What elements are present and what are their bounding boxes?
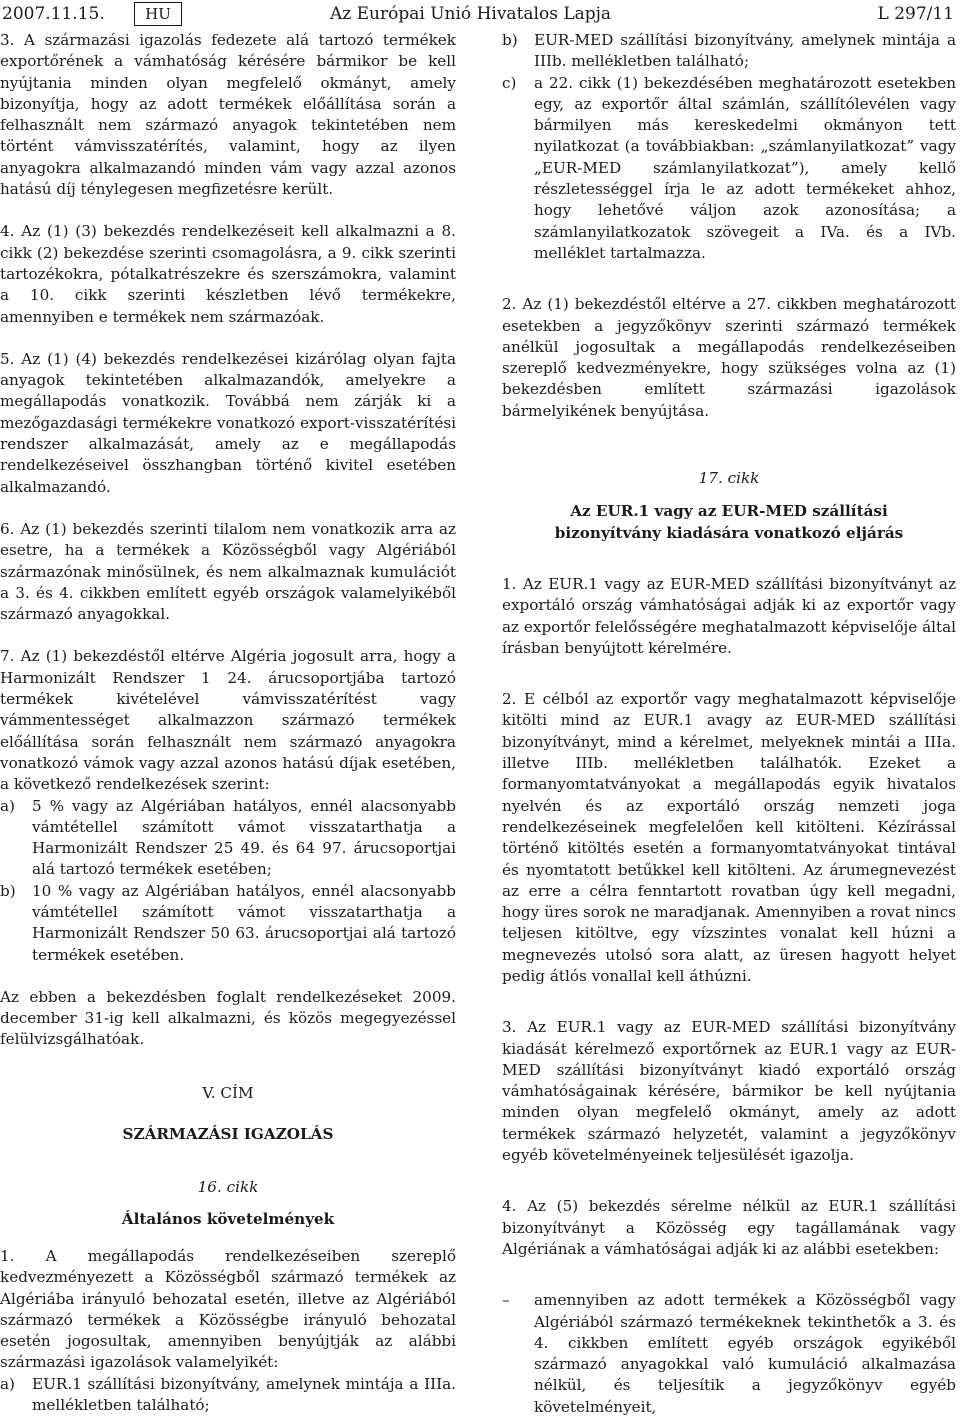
header-journal-title: Az Európai Unió Hivatalos Lapja <box>330 4 612 24</box>
list-text: 5 % vagy az Algériában hatályos, ennél alacsonyabb vámtétellel számított vámot visszatarthatja a Harmonizált Rendszer 25 49. és 64 97. árucsoportjai alá tartozó termékek esetében; <box>32 796 456 879</box>
article-17-paragraph-1: 1. Az EUR.1 vagy az EUR-MED szállítási bizonyítványt az exportáló ország vámhatóságai adják ki az exportőr vagy az exportőr felelősségére meghatalmazott képviselője által írásban benyújtott kérelmére. <box>502 574 956 657</box>
article-16-title: Általános követelmények <box>121 1209 335 1228</box>
article-17-title: Az EUR.1 vagy az EUR-MED szállítási bizonyítvány kiadására vonatkozó eljárás <box>554 502 904 542</box>
paragraph-6: 6. Az (1) bekezdés szerinti tilalom nem vonatkozik arra az esetre, ha a termékek a Közösségből vagy Algériából származónak minősülnek, és nem alkalmaznak kumulációt a 3. és 4. cikkben említett egyéb országok valamelyikéből származó anyagokkal. <box>0 519 456 624</box>
article-17-number: 17. cikk <box>698 469 760 488</box>
title-name: SZÁRMAZÁSI IGAZOLÁS <box>122 1125 334 1144</box>
list-text: amennyiben az adott termékek a Közösségből vagy Algériából származó termékeknek tekinthetők a 3. és 4. cikkben említett egyéb országok egyikéből származó anyagokkal való kumuláció alkalmazása nélkül, és teljesítik a jegyzőkönyv egyéb követelményeit, <box>534 1291 956 1416</box>
closing-paragraph: Az ebben a bekezdésben foglalt rendelkezéseket 2009. december 31-ig kell alkalmazni, és közös megegyezéssel felülvizsgálhatóak. <box>0 987 456 1049</box>
list-label: b) <box>502 31 518 49</box>
paragraph-4: 4. Az (1) (3) bekezdés rendelkezéseit kell alkalmazni a 8. cikk (2) bekezdése szerinti csomagolásra, a 9. cikk szerinti tartozékokra, pótalkatrészekre és szerszámokra, valamint a 10. cikk szerinti készletben lévő termékekre, amennyiben e termékek nem származóak. <box>0 222 456 326</box>
list-item-a <box>0 796 456 881</box>
header-date: 2007.11.15. <box>2 4 105 24</box>
list-text: 10 % vagy az Algériában hatályos, ennél alacsonyabb vámtétellel számított vámot visszatarthatja a Harmonizált Rendszer 50 63. árucsoportjai alá tartozó termékek esetében. <box>32 881 456 964</box>
paragraph-7: 7. Az (1) bekezdéstől eltérve Algéria jogosult arra, hogy a Harmonizált Rendszer 1 24. árucsoportjába tartozó termékek kivételével vámvisszatérítést vagy vámmentességet alkalmazzon származó termékek előállítása során felhasznált nem származó anyagokra vonatkozó vámok vagy azzal azonos hatású díjak esetében, a következő rendelkezések szerint: <box>0 647 456 794</box>
page-header <box>0 0 960 30</box>
list-label: – <box>502 1291 510 1310</box>
paragraph-3: 3. A származási igazolás fedezete alá tartozó termékek exportőrének a vámhatóság kérésére bármikor be kell nyújtania minden olyan megfelelő okmányt, amely bizonyítja, hogy az adott termékek előállítása során a felhasznált nem származó anyagok tekintetében nem történt vámvisszatérítés, valamint, hogy az ilyen anyagokra alkalmazandó minden vám vagy azzal azonos hatású díj ténylegesen megfizetésre került. <box>0 31 456 199</box>
header-language-box: HU <box>134 2 182 26</box>
list-text: EUR-MED szállítási bizonyítvány, amelynek mintája a IIIb. mellékletben található; <box>534 31 956 71</box>
list-item-16b <box>502 30 956 73</box>
article-16-number: 16. cikk <box>197 1178 259 1197</box>
header-page-ref: L 297/11 <box>877 4 954 24</box>
list-label: a) <box>0 1374 15 1393</box>
list-label: b) <box>0 881 16 900</box>
left-column <box>0 30 456 1416</box>
list-item-16c <box>502 73 956 265</box>
title-number: V. CÍM <box>202 1083 254 1102</box>
list-item-b <box>0 881 456 966</box>
list-item-16a <box>0 1374 456 1417</box>
article-17-paragraph-4: 4. Az (5) bekezdés sérelme nélkül az EUR.1 szállítási bizonyítványt a Közösség egy tagállamának vagy Algériának a vámhatóságai adják ki az alábbi esetekben: <box>502 1197 956 1258</box>
list-text: EUR.1 szállítási bizonyítvány, amelynek mintája a IIIa. mellékletben található; <box>32 1374 456 1415</box>
article-16-paragraph-1: 1. A megállapodás rendelkezéseiben szereplő kedvezményezett a Közösségből származó termékek az Algériába irányuló behozatal esetén, illetve az Algériából származó termékek a Közösségbe irányuló behozatal esetén jogosultak, amennyiben benyújtják az alábbi származási igazolások valamelyikét: <box>0 1246 456 1372</box>
article-17-paragraph-3: 3. Az EUR.1 vagy az EUR-MED szállítási bizonyítvány kiadását kérelmező exportőrnek az EUR.1 vagy az EUR-MED szállítási bizonyítványt kiadó exportáló ország vámhatóságainak kérésére, bármikor be kell nyújtania minden olyan megfelelő okmányt, amely az adott termékek származó helyzetét, valamint a jegyzőkönyv egyéb követelményeinek teljesülését igazolja. <box>502 1018 956 1165</box>
list-text: a 22. cikk (1) bekezdésében meghatározott esetekben egy, az exportőr által számlán, szállítólevélen vagy bármilyen más kereskedelmi okmányon tett nyilatkozat (a továbbiakban: „számlanyilatkozat” vagy „EUR-MED számlanyilatkozat”), amely kellő részletességgel írja le az adott termékeket ahhoz, hogy lehetővé váljon azok azonosítása; a számlanyilatkozatok szövegeit a IVa. és a IVb. melléklet tartalmazza. <box>534 73 956 262</box>
list-label: c) <box>502 73 517 92</box>
article-17-paragraph-2: 2. E célból az exportőr vagy meghatalmazott képviselője kitölti mind az EUR.1 avagy az EUR-MED szállítási bizonyítványt, mind a kérelmet, melyeknek mintái a IIIa. illetve IIIb. mellékletben találhatók. Ezeket a formanyomtatványokat a megállapodás egyik hivatalos nyelvén és az exportáló ország nemzeti joga rendelkezéseinek megfelelően kell kitölteni. Kézírással történő kitöltés esetén a formanyomtatványokat tintával és nyomtatott betűkkel kell kitölteni. Az árumegnevezést az erre a célra fenntartott rovatban úgy kell megadni, hogy üres sorok ne maradjanak. Amennyiben a rovat nincs teljesen kitöltve, egy vízszintes vonalat kell húzni a megnevezés utolsó sora alatt, az üresen hagyott helyet pedig átlós vonallal kell áthúzni. <box>502 690 956 985</box>
list-item-dash <box>502 1290 956 1418</box>
paragraph-5: 5. Az (1) (4) bekezdés rendelkezései kizárólag olyan fajta anyagok tekintetében alkalmazandók, amelyekre a megállapodás vonatkozik. Továbbá nem zárják ki a mezőgazdasági termékekre vonatkozó export-visszatérítési rendszer alkalmazását, amely az e megállapodás rendelkezéseivel összhangban történő kivitel esetében alkalmazandó. <box>0 349 456 496</box>
article-16-paragraph-2: 2. Az (1) bekezdéstől eltérve a 27. cikkben meghatározott esetekben a jegyzőkönyv szerinti származó termékek anélkül jogosultak a megállapodás rendelkezéseiben szereplő kedvezményekre, hogy szükséges volna az (1) bekezdésben említett származási igazolások bármelyikének benyújtása. <box>502 295 956 420</box>
list-label: a) <box>0 796 15 815</box>
right-column <box>502 30 956 1418</box>
